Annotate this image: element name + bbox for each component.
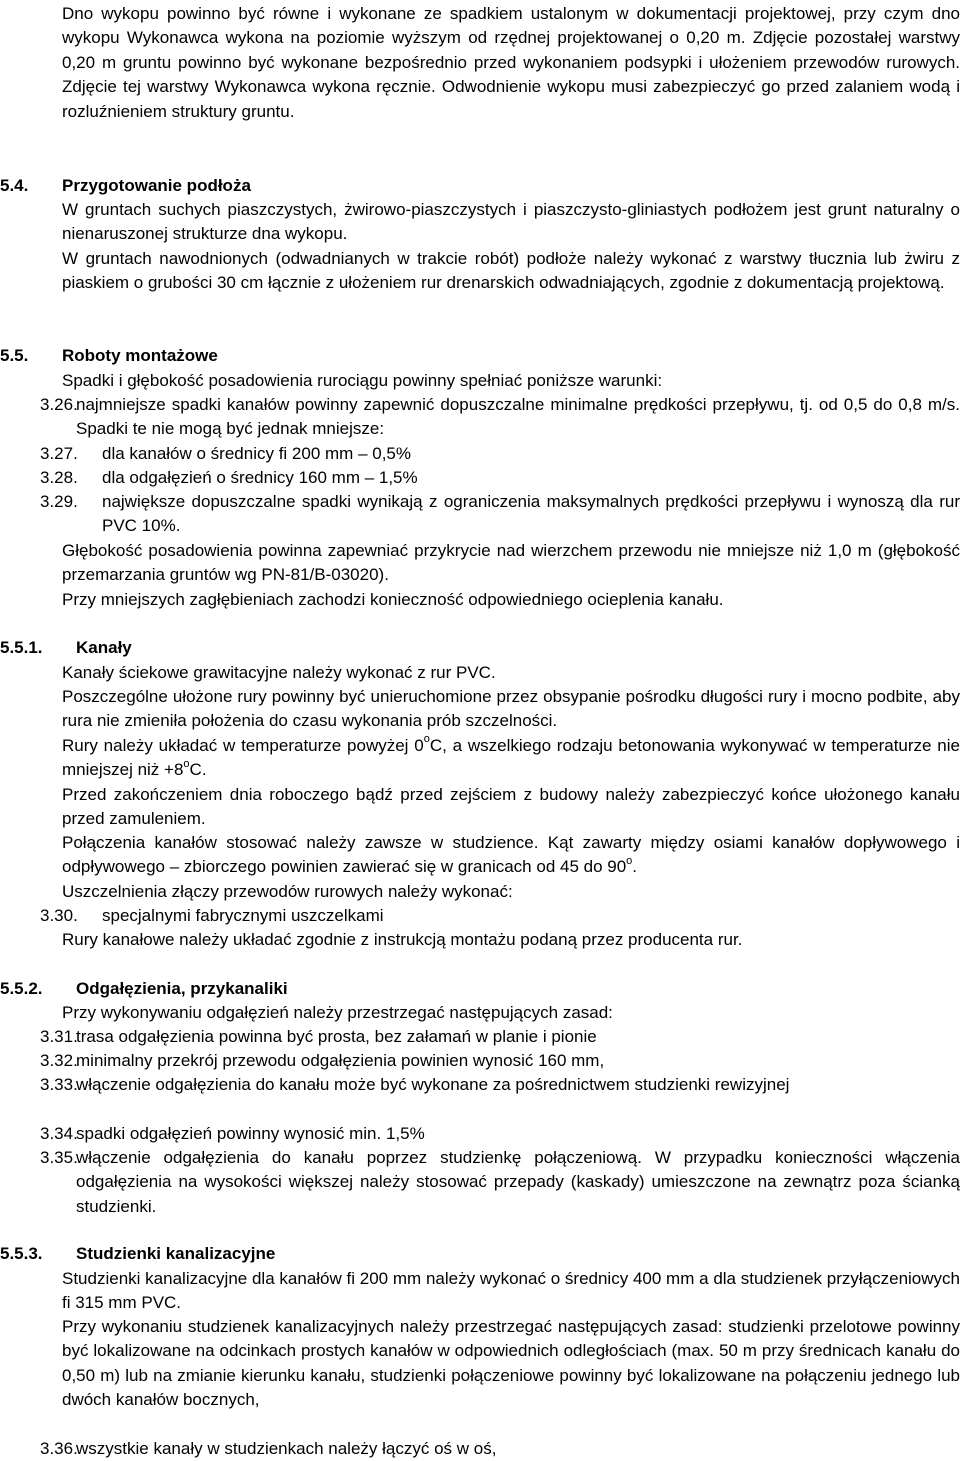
paragraph: Studzienki kanalizacyjne dla kanałów fi 200 mm należy wykonać o średnicy 400 mm a dla studzienek przyłączeniowych fi 315 mm PVC. — [62, 1269, 960, 1313]
item-number: 3.29. — [40, 492, 78, 511]
text: C. — [189, 760, 207, 780]
list-item — [40, 904, 960, 928]
section-5-5-2-heading — [0, 977, 288, 1001]
paragraph: Poszczególne ułożone rury powinny być unieruchomione przez obsypanie pośrodku długości rury i mocno podbite, aby rura nie zmieniła położenia do czasu wykonania prób szczelności. — [62, 687, 960, 731]
item-number: 3.34. — [40, 1124, 78, 1143]
section-5-5-1-heading — [0, 636, 132, 660]
item-number: 3.35. — [40, 1148, 78, 1167]
section-title: Roboty montażowe — [62, 346, 218, 365]
paragraph: Przed zakończeniem dnia roboczego bądź przed zejściem z budowy należy zabezpieczyć końce ułożonego kanału przed zamuleniem. — [62, 785, 960, 829]
list-item — [40, 393, 960, 442]
section-number: 5.5.2. — [0, 979, 43, 998]
paragraph-connections — [62, 831, 960, 880]
intro-paragraph: Dno wykopu powinno być równe i wykonane ze spadkiem ustalonym w dokumentacji projektowej, przy czym dno wykopu Wykonawca wykona na poziomie wyższym od rzędnej projektowanej o 0,20 m. Zdjęcie pozostałej warstwy 0,20 m gruntu powinno być wykonane bezpośrednio przed wykonaniem podsypki i ułożeniem przewodów rurowych. Zdjęcie tej warstwy Wykonawca wykona ręcznie. Odwodnienie wykopu musi zabezpieczyć go przed zalaniem wodą i rozluźnieniem struktury gruntu. — [62, 4, 960, 121]
paragraph-temperature — [62, 734, 960, 783]
section-5-5-heading — [0, 344, 218, 368]
paragraph: Rury kanałowe należy układać zgodnie z instrukcją montażu podaną przez producenta rur. — [62, 930, 743, 949]
section-number: 5.5. — [0, 346, 29, 365]
item-text: włączenie odgałęzienia do kanału może być wykonane za pośrednictwem studzienki rewizyjnej — [76, 1075, 790, 1094]
section-number: 5.5.1. — [0, 638, 43, 657]
section-number: 5.5.3. — [0, 1244, 43, 1263]
degree-sign: o — [626, 854, 633, 867]
paragraph: Głębokość posadowienia powinna zapewniać przykrycie nad wierzchem przewodu nie mniejsze niż 1,0 m (głębokość przemarzania gruntów wg PN-81/B-03020). — [62, 541, 960, 585]
item-number: 3.26. — [40, 395, 78, 414]
section-title: Kanały — [76, 638, 132, 657]
section-number: 5.4. — [0, 176, 29, 195]
text: Rury należy układać w temperaturze powyżej 0 — [62, 736, 424, 755]
item-text: specjalnymi fabrycznymi uszczelkami — [102, 906, 384, 925]
section-5-5-3-heading — [0, 1242, 275, 1266]
section-title: Studzienki kanalizacyjne — [76, 1244, 276, 1263]
list-item — [40, 1146, 960, 1219]
item-number: 3.31. — [40, 1027, 78, 1046]
paragraph: Kanały ściekowe grawitacyjne należy wykonać z rur PVC. — [62, 663, 496, 682]
paragraph: Przy wykonywaniu odgałęzień należy przestrzegać następujących zasad: — [62, 1003, 613, 1022]
paragraph: Przy mniejszych zagłębieniach zachodzi konieczność odpowiedniego ocieplenia kanału. — [62, 590, 724, 609]
list-item — [40, 1049, 960, 1073]
item-text: minimalny przekrój przewodu odgałęzienia powinien wynosić 160 mm, — [76, 1051, 605, 1070]
list-item — [40, 1437, 960, 1461]
text: C, a wszelkiego rodzaju betonowania wykonywać w temperaturze nie mniejszej niż +8 — [62, 736, 960, 780]
text: . — [632, 857, 638, 877]
item-text: największe dopuszczalne spadki wynikają z ograniczenia maksymalnych prędkości przepływu i wynoszą dla rur PVC 10%. — [102, 492, 960, 536]
list-item — [40, 490, 960, 539]
paragraph: Przy wykonaniu studzienek kanalizacyjnych należy przestrzegać następujących zasad: studzienki przelotowe powinny być lokalizowane na odcinkach prostych kanałów w odpowiednich odległościach (max. 50 m przy średnicach kanału do 0,50 m) lub na zmianie kierunku kanału, studzienki połączeniowe powinny być lokalizowane na połączeniu jednego lub dwóch kanałów bocznych, — [62, 1317, 960, 1410]
item-text: trasa odgałęzienia powinna być prosta, bez załamań w planie i pionie — [76, 1027, 597, 1046]
paragraph: W gruntach suchych piaszczystych, żwirowo-piaszczystych i piaszczysto-gliniastych podłożem jest grunt naturalny o nienaruszonej strukturze dna wykopu. — [62, 200, 960, 244]
section-title: Przygotowanie podłoża — [62, 176, 251, 195]
section-title: Odgałęzienia, przykanaliki — [76, 979, 288, 998]
list-item — [40, 1122, 960, 1146]
item-text: najmniejsze spadki kanałów powinny zapewnić dopuszczalne minimalne prędkości przepływu, tj. od 0,5 do 0,8 m/s. Spadki te nie mogą być jednak mniejsze: — [76, 395, 960, 439]
degree-sign: o — [423, 733, 430, 746]
item-text: wszystkie kanały w studzienkach należy łączyć oś w oś, — [76, 1439, 497, 1458]
item-number: 3.33. — [40, 1075, 78, 1094]
item-text: włączenie odgałęzienia do kanału poprzez studzienkę połączeniową. W przypadku konieczności włączenia odgałęzienia na wysokości większej należy stosować przepady (kaskady) umieszczone na zewnątrz poza ścianką studzienki. — [76, 1148, 960, 1216]
degree-sign: o — [183, 757, 190, 770]
item-text: dla kanałów o średnicy fi 200 mm – 0,5% — [102, 444, 411, 463]
item-text: spadki odgałęzień powinny wynosić min. 1,5% — [76, 1124, 425, 1143]
list-item — [40, 1025, 960, 1049]
text: Połączenia kanałów stosować należy zawsze w studzience. Kąt zawarty między osiami kanałów dopływowego i odpływowego – zbiorczego powinien zawierać się w granicach od 45 do 90 — [62, 833, 960, 877]
item-number: 3.27. — [40, 444, 78, 463]
section-5-4-heading — [0, 174, 251, 198]
paragraph: Uszczelnienia złączy przewodów rurowych należy wykonać: — [62, 882, 513, 901]
list-item — [40, 466, 960, 490]
item-number: 3.32. — [40, 1051, 78, 1070]
list-item — [40, 1073, 960, 1097]
item-number: 3.36. — [40, 1439, 78, 1458]
paragraph: W gruntach nawodnionych (odwadnianych w trakcie robót) podłoże należy wykonać z warstwy tłucznia lub żwiru z piaskiem o grubości 30 cm łącznie z ułożeniem rur drenarskich odwadniających, zgodnie z dokumentacją projektową. — [62, 249, 960, 293]
item-number: 3.28. — [40, 468, 78, 487]
paragraph: Spadki i głębokość posadowienia rurociągu powinny spełniać poniższe warunki: — [62, 371, 663, 390]
item-text: dla odgałęzień o średnicy 160 mm – 1,5% — [102, 468, 418, 487]
item-number: 3.30. — [40, 906, 78, 925]
list-item — [40, 442, 960, 466]
